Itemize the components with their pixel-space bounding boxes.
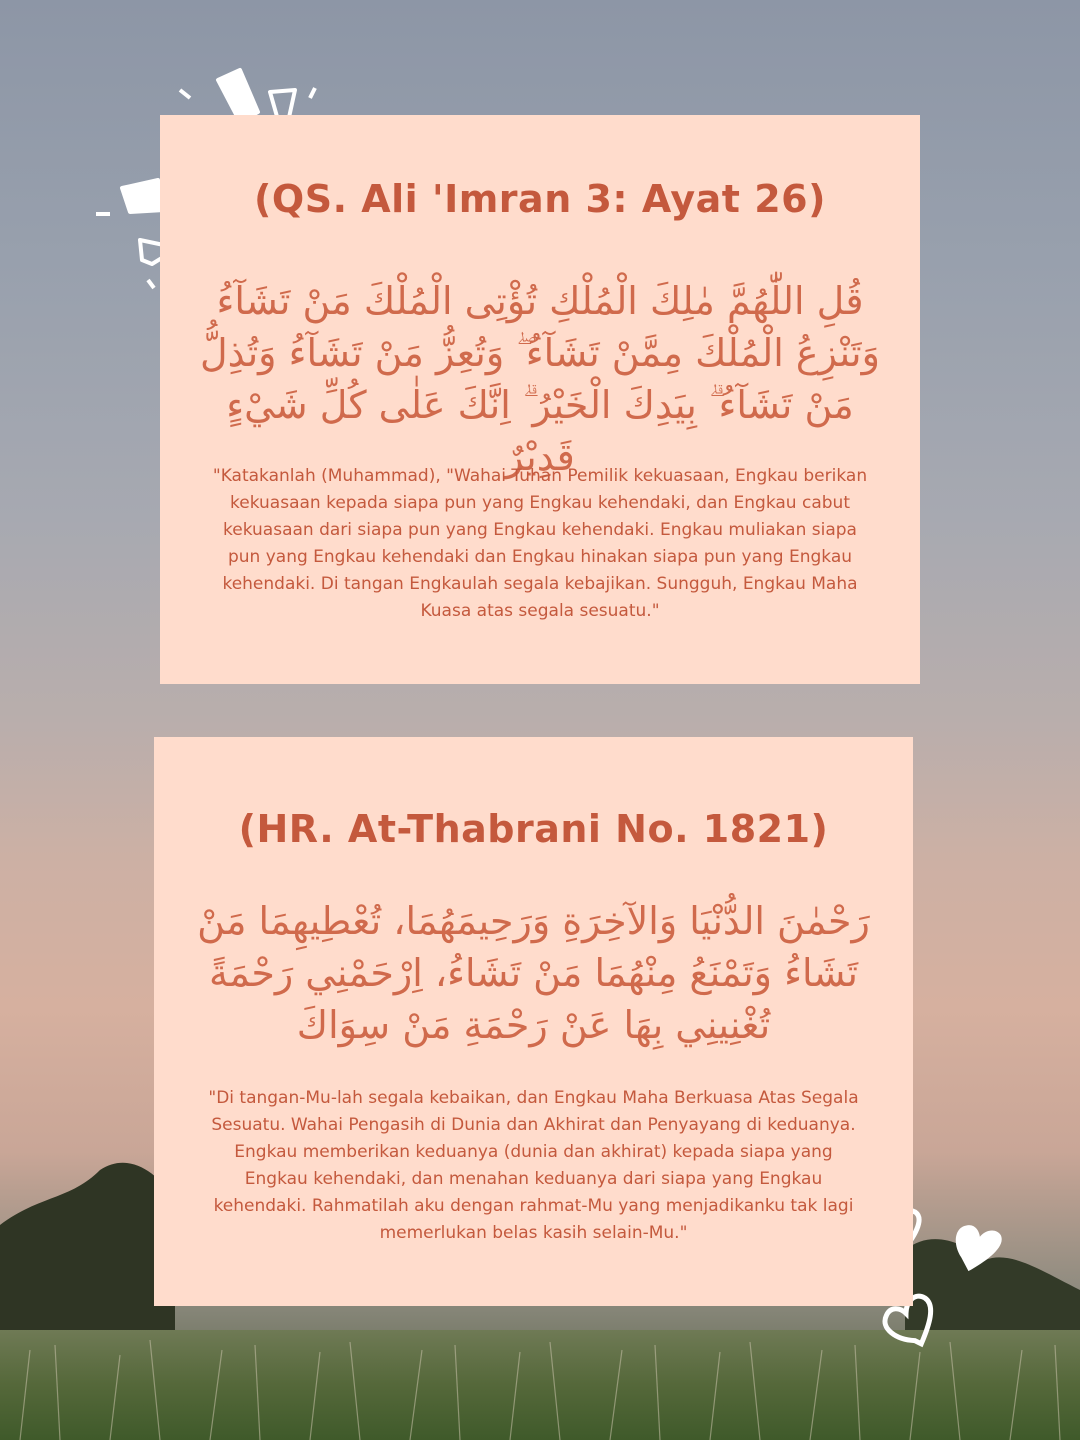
quran-verse-card bbox=[160, 115, 920, 684]
hadith-reference-title: (HR. At-Thabrani No. 1821) bbox=[238, 807, 829, 851]
verse-translation-text: "Katakanlah (Muhammad), "Wahai Tuhan Pemilik kekuasaan, Engkau berikan kekuasaan kepada siapa pun yang Engkau kehendaki, dan Engkau cabut kekuasaan dari siapa pun yang Engkau kehendaki. Engkau muliakan siapa pun yang Engkau kehendaki dan Engkau hinakan siapa pun yang Engkau kehendaki. Di tangan Engkaulah segala kebajikan. Sungguh, Engkau Maha Kuasa atas segala sesuatu." bbox=[212, 466, 868, 621]
hadith-translation-text: "Di tangan-Mu-lah segala kebaikan, dan Engkau Maha Berkuasa Atas Segala Sesuatu. Wahai Pengasih di Dunia dan Akhirat dan Penyayang di keduanya. Engkau memberikan keduanya (dunia dan akhirat) kepada siapa yang Engkau kehendaki, dan menahan keduanya dari siapa yang Engkau kehendaki. Rahmatilah aku dengan rahmat-Mu yang menjadikanku tak lagi memerlukan belas kasih selain-Mu." bbox=[208, 1088, 859, 1243]
arabic-verse-text: قُلِ اللّٰهُمَّ مٰلِكَ الْمُلْكِ تُؤْتِى الْمُلْكَ مَنْ تَشَآءُ وَتَنْزِعُ الْمُلْكَ مِمَّنْ تَشَآءُ ۖ وَتُعِزُّ مَنْ تَشَآءُ وَتُذِلُّ مَنْ تَشَآءُ ۗ بِيَدِكَ الْخَيْرُ ۗ اِنَّكَ عَلٰى كُلِّ شَيْءٍ قَدِيْرٌ bbox=[200, 279, 880, 479]
hadith-card bbox=[154, 737, 913, 1306]
verse-reference-title: (QS. Ali 'Imran 3: Ayat 26) bbox=[254, 177, 826, 221]
arabic-hadith-text: رَحْمٰنَ الدُّنْيَا وَالآخِرَةِ وَرَحِيمَهُمَا، تُعْطِيهِمَا مَنْ تَشَاءُ وَتَمْنَعُ مِنْهُمَا مَنْ تَشَاءُ، اِرْحَمْنِي رَحْمَةً تُغْنِينِي بِهَا عَنْ رَحْمَةِ مَنْ سِوَاكَ bbox=[197, 899, 870, 1047]
